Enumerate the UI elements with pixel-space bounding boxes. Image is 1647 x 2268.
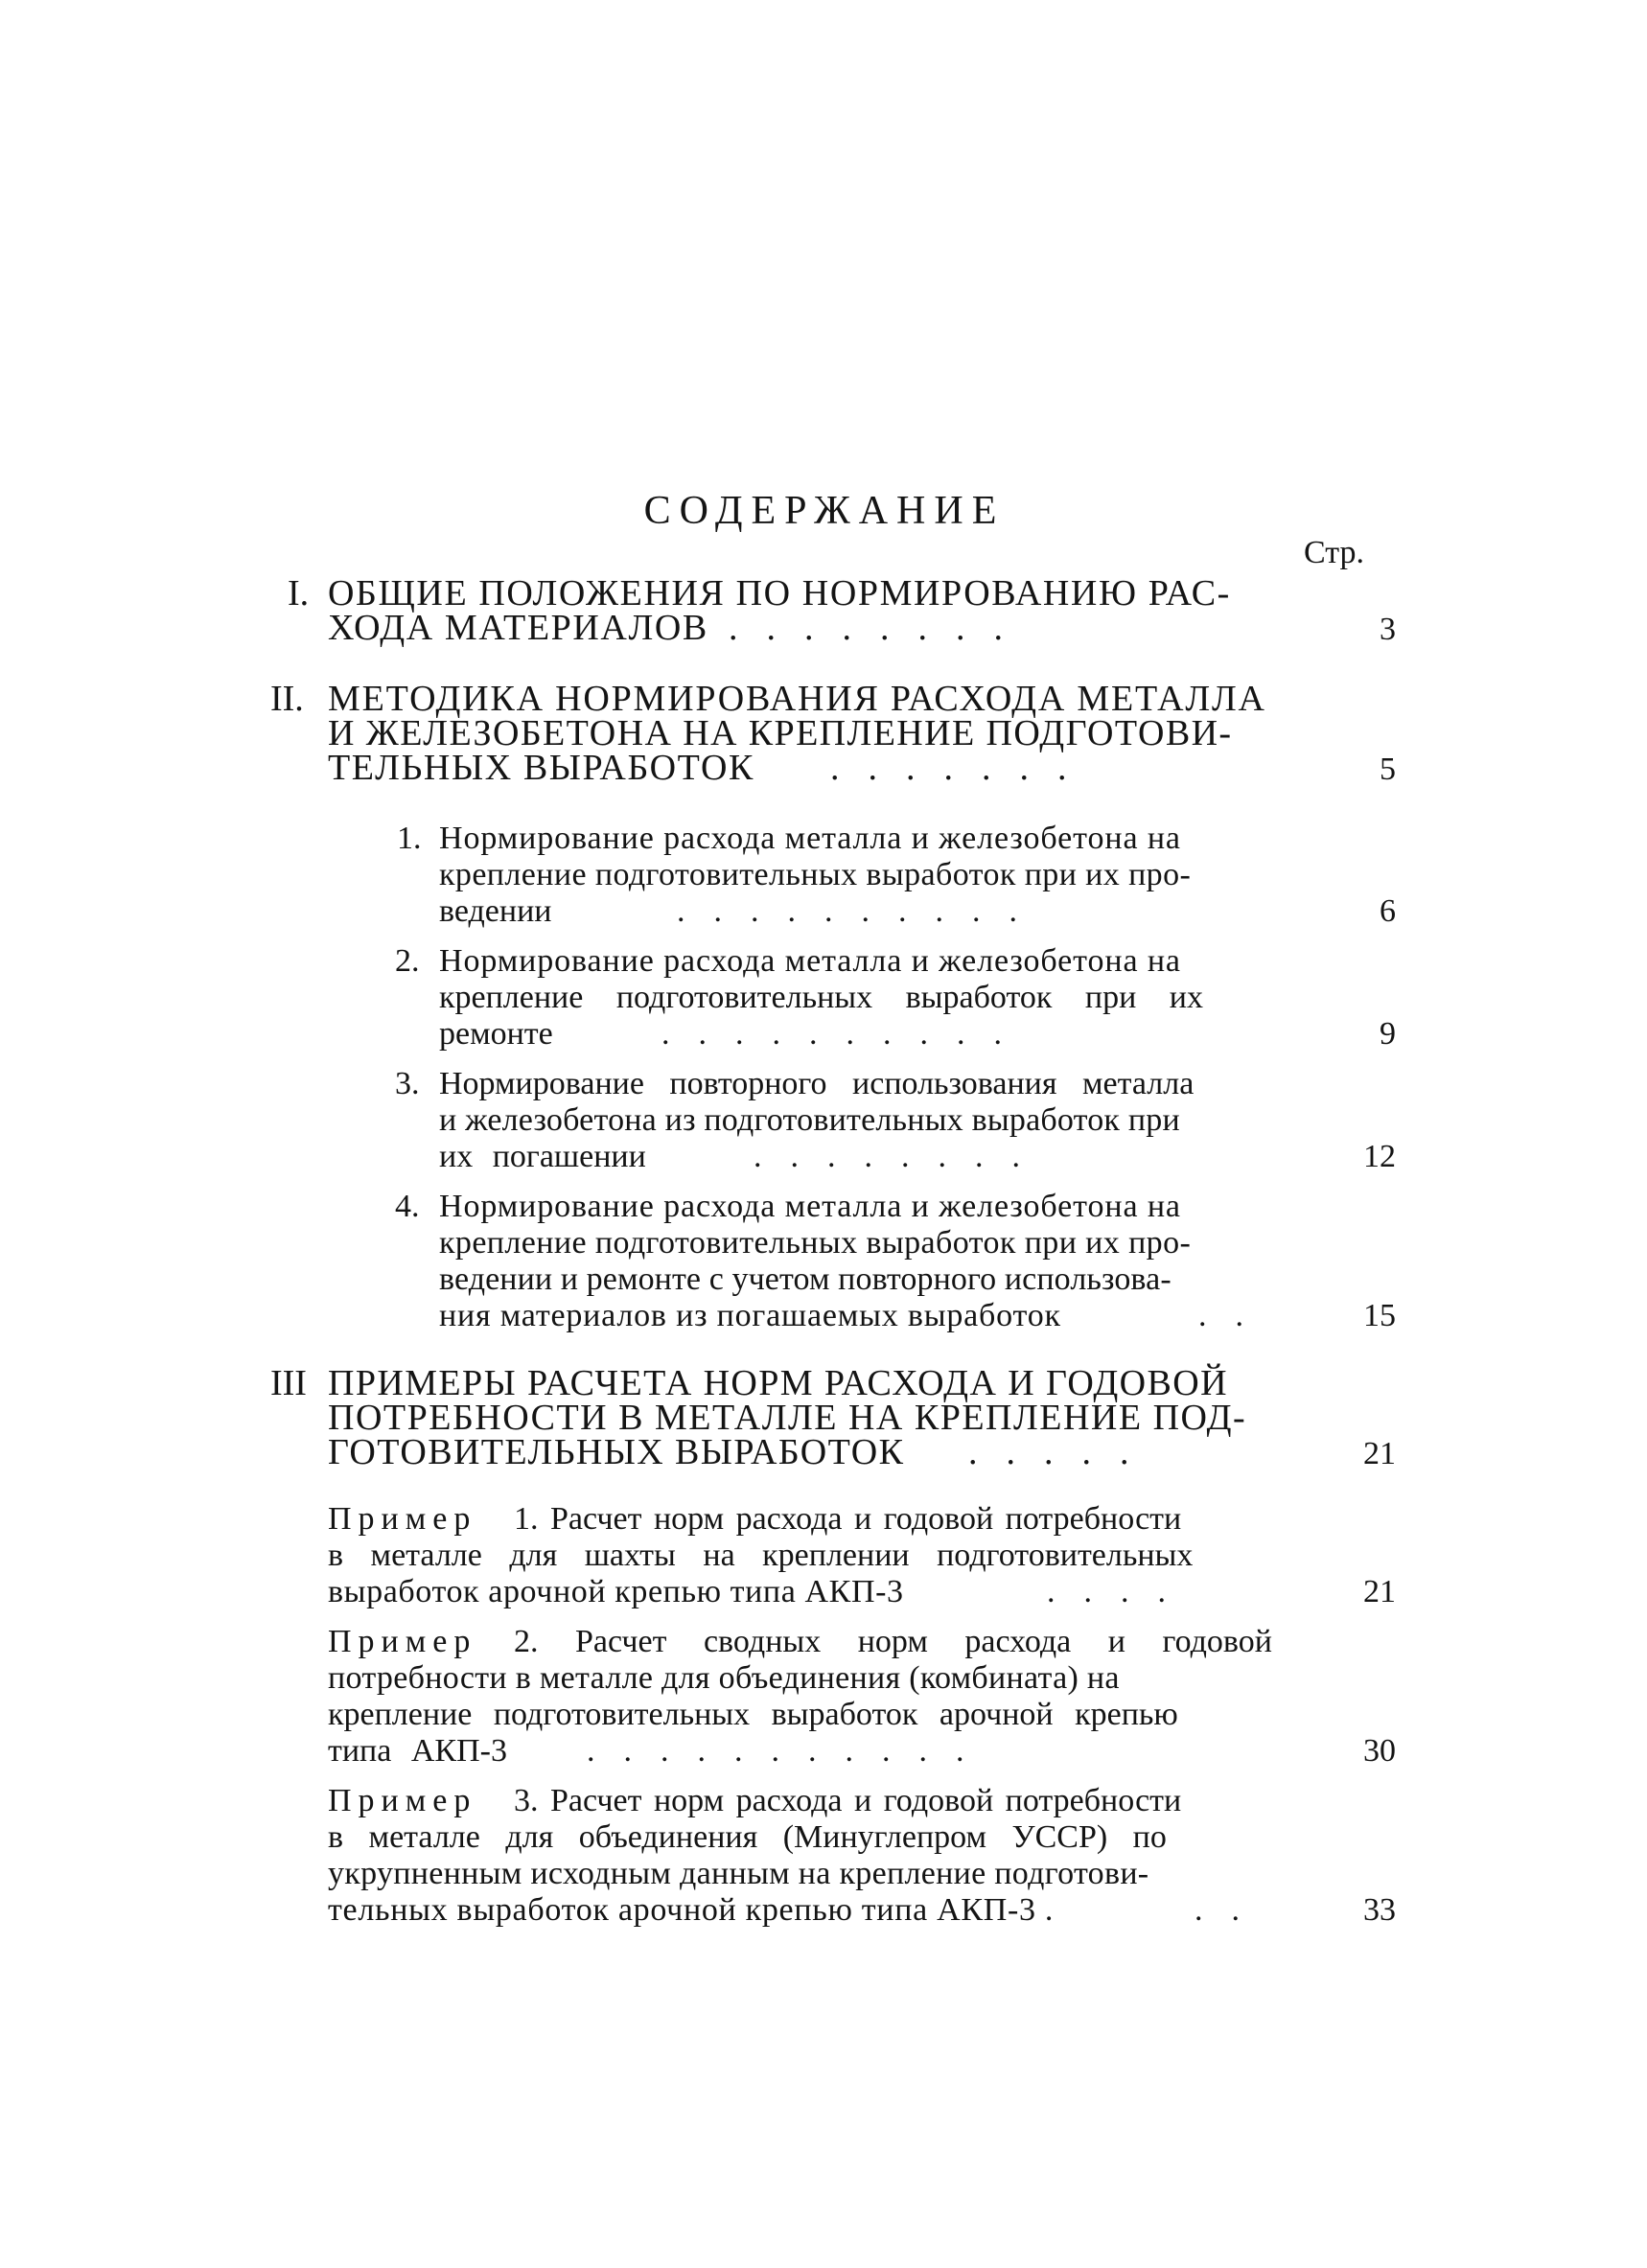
- subsection-number: 3.: [395, 1066, 420, 1101]
- entry-line: ХОДА МАТЕРИАЛОВ: [328, 608, 708, 648]
- page-number: 30: [1363, 1733, 1396, 1769]
- dot-leader: ........: [729, 608, 1032, 648]
- page-number: 33: [1363, 1892, 1396, 1928]
- dot-leader: ...........: [587, 1733, 993, 1769]
- entry-line: крепление подготовительных выработок при их: [439, 980, 1203, 1015]
- entry-line: Нормирование расхода металла и железобетона на: [439, 1189, 1181, 1224]
- page-number: 15: [1363, 1298, 1396, 1333]
- dot-leader: ..........: [677, 893, 1046, 929]
- section-number: III: [270, 1363, 307, 1403]
- entry-line: 1. Расчет норм расхода и годовой потребности: [514, 1501, 1182, 1537]
- example-label: Пример: [328, 1783, 477, 1818]
- section-number: I.: [288, 573, 310, 613]
- subsection-number: 4.: [395, 1189, 420, 1224]
- entry-line: Нормирование повторного использования металла: [439, 1066, 1195, 1101]
- page-number: 5: [1380, 752, 1396, 787]
- page-column-label: Стр.: [1304, 535, 1365, 570]
- subsection-number: 1.: [397, 821, 422, 856]
- entry-line: 3. Расчет норм расхода и годовой потребности: [514, 1783, 1182, 1818]
- page-number: 12: [1363, 1139, 1396, 1174]
- entry-line: в металле для шахты на креплении подготовительных: [328, 1538, 1194, 1573]
- toc-heading: СОДЕРЖАНИЕ: [643, 489, 1006, 533]
- entry-line: ПРИМЕРЫ РАСЧЕТА НОРМ РАСХОДА И ГОДОВОЙ: [328, 1363, 1228, 1403]
- entry-line: ведении: [439, 893, 552, 929]
- entry-line: крепление подготовительных выработок при их про-: [439, 857, 1192, 892]
- page-number: 9: [1380, 1016, 1396, 1052]
- entry-line: тельных выработок арочной крепью типа АКП-3 .: [328, 1892, 1055, 1928]
- dot-leader: ..: [1195, 1892, 1268, 1928]
- entry-line: Нормирование расхода металла и железобетона на: [439, 943, 1181, 979]
- subsection-number: 2.: [395, 943, 420, 979]
- entry-line: 2. Расчет сводных норм расхода и годовой: [514, 1624, 1272, 1659]
- entry-line: укрупненным исходным данным на крепление подготови-: [328, 1856, 1149, 1891]
- entry-line: типа АКП-3: [328, 1733, 507, 1769]
- dot-leader: ....: [1047, 1574, 1195, 1609]
- entry-line: крепление подготовительных выработок арочной крепью: [328, 1697, 1178, 1732]
- example-label: Пример: [328, 1624, 477, 1659]
- entry-line: крепление подготовительных выработок при их про-: [439, 1225, 1192, 1261]
- dot-leader: ..........: [661, 1016, 1031, 1052]
- entry-line: их погашении: [439, 1139, 646, 1174]
- entry-line: ГОТОВИТЕЛЬНЫХ ВЫРАБОТОК: [328, 1432, 905, 1472]
- page-number: 21: [1363, 1574, 1396, 1609]
- page-number: 3: [1380, 612, 1396, 647]
- page-number: 6: [1380, 893, 1396, 929]
- dot-leader: ..: [1198, 1298, 1272, 1333]
- entry-line: ремонте: [439, 1016, 553, 1052]
- entry-line: ведении и ремонте с учетом повторного использова-: [439, 1261, 1171, 1297]
- entry-line: И ЖЕЛЕЗОБЕТОНА НА КРЕПЛЕНИЕ ПОДГОТОВИ-: [328, 713, 1233, 753]
- dot-leader: .....: [968, 1432, 1158, 1472]
- entry-line: выработок арочной крепью типа АКП-3: [328, 1574, 904, 1609]
- dot-leader: ........: [754, 1139, 1049, 1174]
- entry-line: ТЕЛЬНЫХ ВЫРАБОТОК: [328, 748, 754, 788]
- entry-line: в металле для объединения (Минуглепром УССР) по: [328, 1819, 1167, 1855]
- example-label: Пример: [328, 1501, 477, 1537]
- entry-line: и железобетона из подготовительных выработок при: [439, 1102, 1180, 1138]
- section-number: II.: [270, 679, 304, 719]
- entry-line: ОБЩИЕ ПОЛОЖЕНИЯ ПО НОРМИРОВАНИЮ РАС-: [328, 573, 1231, 613]
- entry-line: МЕТОДИКА НОРМИРОВАНИЯ РАСХОДА МЕТАЛЛА: [328, 679, 1266, 719]
- entry-line: потребности в металле для объединения (комбината) на: [328, 1660, 1120, 1696]
- page-number: 21: [1363, 1436, 1396, 1471]
- entry-line: ния материалов из погашаемых выработок: [439, 1298, 1061, 1333]
- entry-line: Нормирование расхода металла и железобетона на: [439, 821, 1181, 856]
- entry-line: ПОТРЕБНОСТИ В МЕТАЛЛЕ НА КРЕПЛЕНИЕ ПОД-: [328, 1398, 1247, 1438]
- dot-leader: .......: [830, 748, 1096, 788]
